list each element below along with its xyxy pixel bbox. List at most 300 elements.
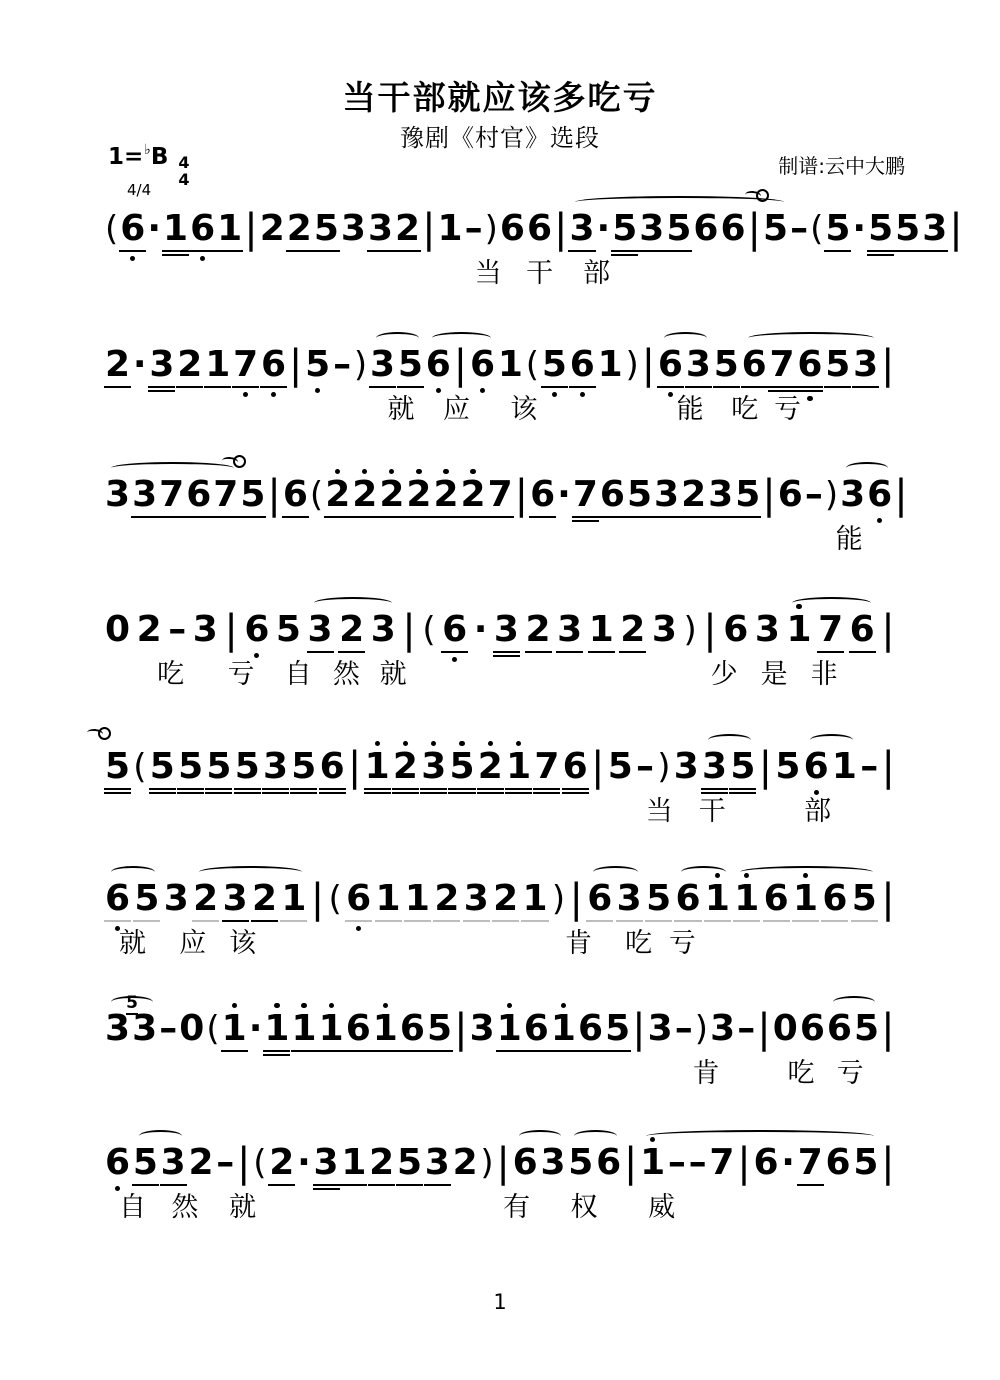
note: 7 (232, 346, 259, 384)
note: 6 (796, 346, 823, 384)
note: 5 (665, 210, 692, 248)
note: 2 (188, 1142, 214, 1183)
lyric-syllable: 该 (510, 394, 538, 425)
slur (810, 734, 853, 746)
augmentation-dot: · (147, 208, 162, 249)
duration-dash: – (667, 1142, 686, 1183)
duration-dash: – (860, 746, 879, 787)
note: 1 (280, 880, 307, 918)
slur (111, 462, 234, 474)
note: 2 (392, 748, 419, 786)
note: 6 (741, 346, 768, 384)
notation-row (104, 468, 908, 518)
lyric-syllable: 亏 (668, 928, 696, 959)
music-system (104, 1136, 896, 1223)
note: 5 (290, 748, 317, 786)
parenthesis: ( (328, 879, 342, 919)
music-system (104, 740, 896, 827)
note: 7 (817, 611, 844, 649)
note: 5 (133, 880, 160, 918)
lyric-syllable: 吃 (157, 659, 185, 690)
note: 5 (568, 1142, 594, 1183)
note: 2 (432, 476, 459, 514)
note: 2 (259, 208, 285, 249)
note: 6 (866, 476, 893, 514)
parenthesis: ( (309, 475, 324, 515)
duration-dash: – (159, 1008, 178, 1049)
duration-dash: – (804, 474, 823, 515)
barline: | (747, 206, 762, 252)
slur (432, 332, 491, 344)
slur (846, 462, 888, 474)
slur (748, 332, 874, 344)
slur (593, 866, 638, 878)
breath-mark (233, 455, 246, 468)
note: 5 (894, 210, 921, 248)
note: 6 (577, 1010, 604, 1048)
lyric-syllable: 是 (760, 659, 788, 690)
note: 3 (556, 611, 583, 649)
time-signature (178, 155, 189, 189)
duration-dash: – (168, 609, 187, 650)
note: 1 (404, 880, 431, 918)
note: 3 (313, 1144, 340, 1182)
note: 6 (185, 476, 212, 514)
note: 6 (723, 609, 749, 650)
slur (139, 1130, 182, 1142)
lyric-syllable: 吃 (625, 928, 653, 959)
lyric-syllable: 部 (804, 796, 832, 827)
note: 5 (867, 210, 894, 248)
note: 5 (304, 346, 331, 384)
augmentation-dot: · (132, 344, 147, 385)
lyrics-row (104, 918, 896, 959)
parenthesis: ( (422, 610, 436, 650)
duration-dash: – (737, 1008, 756, 1049)
parenthesis: ) (484, 209, 498, 249)
barline: | (632, 1006, 646, 1052)
note: 5 (205, 748, 232, 786)
note: 6 (777, 474, 803, 515)
meter-numerator: 4 (178, 153, 190, 172)
note: 5 (275, 609, 301, 650)
note: 2 (680, 476, 707, 514)
grace-note: 5 (126, 993, 138, 1013)
note: 1 (497, 344, 523, 385)
note: 2 (394, 210, 421, 248)
slur (664, 332, 707, 344)
note: 5 (541, 346, 568, 384)
note: 6 (657, 346, 684, 384)
augmentation-dot: · (852, 208, 867, 249)
note: 5 (132, 1144, 159, 1182)
note: 1 (263, 1010, 290, 1048)
note: 6 (693, 208, 719, 249)
duration-dash: – (464, 208, 483, 249)
lyric-syllable: 吃 (787, 1058, 815, 1089)
music-system (104, 468, 908, 555)
lyric-syllable: 亏 (836, 1058, 864, 1089)
barline: | (454, 1006, 468, 1052)
lyrics-row (104, 1182, 896, 1223)
barline: | (881, 744, 895, 790)
song-title: 当干部就应该多吃亏 (342, 78, 658, 117)
note: 2 (251, 880, 278, 918)
augmentation-dot: · (781, 1142, 795, 1183)
note: 6 (562, 748, 589, 786)
lyric-syllable: 然 (332, 659, 360, 690)
note: 3 (262, 748, 289, 786)
note: 5 (851, 880, 878, 918)
note: 2 (492, 880, 519, 918)
note: 7 (797, 1144, 824, 1182)
lyrics-row (104, 1048, 896, 1089)
tempo-marking: 4/4 (127, 181, 152, 199)
note: 6 (189, 210, 216, 248)
note: 1 (505, 748, 532, 786)
note: 3 (647, 1008, 673, 1049)
barline: | (554, 206, 568, 252)
note: 1 (550, 1010, 577, 1048)
note: 2 (268, 1144, 295, 1182)
notation-row (104, 993, 896, 1052)
music-system (104, 202, 963, 289)
note: 6 (104, 880, 131, 918)
barline: | (347, 744, 362, 790)
parenthesis: ( (206, 1009, 220, 1049)
note: 3 (616, 880, 643, 918)
note: 6 (803, 748, 830, 786)
note: 1 (437, 208, 463, 249)
barline: | (881, 342, 895, 388)
note: 3 (148, 346, 175, 384)
note: 6 (599, 476, 626, 514)
lyric-syllable: 少 (710, 659, 738, 690)
note: 6 (753, 1142, 779, 1183)
note: 7 (572, 476, 599, 514)
parenthesis: ( (525, 345, 540, 385)
note: 6 (441, 611, 468, 649)
note: 3 (653, 476, 680, 514)
notation-row (104, 603, 896, 653)
lyric-syllable: 肯 (564, 928, 592, 959)
note: 2 (286, 210, 313, 248)
note: 5 (104, 748, 131, 786)
parenthesis: ) (353, 345, 368, 385)
note: 5 (645, 880, 672, 918)
note: 1 (521, 880, 548, 918)
lyric-syllable: 就 (119, 928, 147, 959)
parenthesis: ) (480, 1143, 494, 1183)
note: 3 (685, 346, 712, 384)
lyric-syllable: 应 (442, 394, 470, 425)
lyric-syllable: 自 (119, 1192, 147, 1223)
note: 2 (176, 346, 203, 384)
note: 6 (523, 1010, 550, 1048)
note: 5 (713, 346, 740, 384)
lyric-syllable: 该 (229, 928, 257, 959)
note: 5 (611, 210, 638, 248)
note: 2 (460, 476, 487, 514)
key-prefix: 1= (108, 144, 144, 170)
note: 1 (372, 1010, 399, 1048)
barline: | (496, 1140, 510, 1186)
note: 2 (368, 1144, 395, 1182)
slur (376, 332, 419, 344)
note: 3 (307, 611, 334, 649)
note: 1 (792, 880, 819, 918)
barline: | (422, 206, 436, 252)
note: 6 (529, 476, 556, 514)
note: 7 (709, 1142, 735, 1183)
note: 2 (324, 476, 351, 514)
parenthesis: ) (625, 345, 639, 385)
note: 7 (533, 748, 560, 786)
augmentation-dot: · (596, 208, 611, 249)
note: 5 (763, 208, 789, 249)
note: 6 (720, 208, 746, 249)
note: 2 (433, 880, 460, 918)
note: 3 (160, 1144, 187, 1182)
note: 5 (149, 748, 176, 786)
note: 1 (785, 611, 812, 649)
note: 3 (192, 609, 218, 650)
note: 3 (673, 746, 699, 787)
note: 0 (772, 1008, 798, 1049)
note: 5 (626, 476, 653, 514)
music-system (104, 993, 896, 1089)
barline: | (949, 206, 963, 252)
augmentation-dot: · (473, 609, 488, 650)
note: 5 (734, 476, 761, 514)
lyric-syllable: 自 (284, 659, 312, 690)
lyric-syllable: 亏 (227, 659, 255, 690)
lyric-syllable: 就 (229, 1192, 257, 1223)
note: 7 (768, 346, 795, 384)
duration-dash: – (790, 208, 809, 249)
note: 2 (525, 611, 552, 649)
note: 1 (704, 880, 731, 918)
duration-dash: – (333, 344, 352, 385)
lyric-syllable: 能 (835, 524, 863, 555)
meter-denominator: 4 (178, 169, 190, 189)
lyric-syllable: 肯 (692, 1058, 720, 1089)
notation-row (104, 1136, 896, 1186)
barline: | (224, 607, 238, 653)
slur (681, 866, 726, 878)
note: 3 (105, 474, 131, 515)
note: 6 (282, 476, 309, 514)
note: 6 (849, 611, 876, 649)
note: 1 (162, 210, 189, 248)
note: 5 (396, 1144, 423, 1182)
lyric-syllable: 权 (570, 1192, 598, 1223)
note: 5 (729, 748, 756, 786)
lyric-syllable: 干 (526, 258, 554, 289)
note: 5 (313, 210, 340, 248)
note: 5 (426, 1010, 453, 1048)
note: 1 (364, 748, 391, 786)
lyric-syllable: 能 (676, 394, 704, 425)
note: 2 (338, 611, 365, 649)
barline: | (737, 1140, 751, 1186)
note: 6 (345, 880, 372, 918)
song-subtitle: 豫剧《村官》选段 (400, 124, 600, 152)
note: 6 (425, 346, 452, 384)
barline: | (894, 472, 908, 518)
note: 7 (212, 476, 239, 514)
slur (199, 866, 302, 878)
slur (111, 996, 153, 1008)
note: 3 (105, 1008, 131, 1049)
barline: | (762, 472, 776, 518)
notation-row (104, 740, 896, 790)
breath-mark (756, 189, 769, 202)
parenthesis: ( (133, 747, 147, 787)
note: 3 (921, 210, 948, 248)
barline: | (402, 607, 416, 653)
augmentation-dot: · (297, 1142, 311, 1183)
note: 3 (701, 748, 728, 786)
slur (519, 1130, 561, 1142)
note: 6 (825, 1142, 851, 1183)
note: 1 (597, 344, 623, 385)
key-letter: B (150, 144, 169, 170)
barline: | (881, 607, 895, 653)
note: 3 (340, 208, 366, 249)
note: 5 (448, 748, 475, 786)
page-number: 1 (493, 1290, 507, 1314)
note: 3 (131, 476, 158, 514)
parenthesis: ) (551, 879, 566, 919)
note: 6 (586, 880, 613, 918)
note: 3 (163, 878, 189, 919)
duration-dash: – (688, 1142, 707, 1183)
note: 2 (136, 609, 162, 650)
slur (111, 866, 155, 878)
parenthesis: ( (105, 209, 119, 249)
note: 5 (177, 748, 204, 786)
barline: | (514, 472, 529, 518)
note: 5 (234, 748, 261, 786)
lyric-syllable: 当 (645, 796, 673, 827)
note: 0 (179, 1008, 205, 1049)
note: 3 (369, 346, 396, 384)
note: 1 (496, 1010, 523, 1048)
parenthesis: ) (683, 610, 697, 650)
slur (314, 597, 392, 609)
note: 6 (512, 1142, 538, 1183)
note: 6 (499, 208, 525, 249)
note: 3 (370, 609, 396, 650)
breath-mark (98, 727, 111, 740)
arranger-credit: 制谱:云中大鹏 (778, 154, 905, 178)
notation-row (104, 202, 963, 252)
lyrics-row (104, 514, 896, 555)
note: 3 (424, 1144, 451, 1182)
note: 6 (596, 1142, 622, 1183)
lyric-syllable: 非 (810, 659, 838, 690)
note: 3 (651, 609, 677, 650)
lyric-syllable: 应 (179, 928, 207, 959)
barline: | (453, 342, 468, 388)
note: 6 (399, 1010, 426, 1048)
lyric-syllable: 吃 (731, 394, 759, 425)
note: 6 (826, 1008, 852, 1049)
note: 5 (239, 476, 266, 514)
note: 0 (105, 609, 131, 650)
note: 3 (367, 210, 394, 248)
lyric-syllable: 就 (379, 659, 407, 690)
lyric-syllable: 干 (698, 796, 726, 827)
notation-row (104, 338, 896, 388)
barline: | (569, 876, 583, 922)
notation-row (104, 872, 896, 922)
barline: | (244, 206, 258, 252)
note: 1 (340, 1144, 367, 1182)
music-system (104, 338, 896, 425)
note: 5 (397, 346, 424, 384)
note: 6 (469, 346, 496, 384)
lyric-syllable: 部 (583, 258, 611, 289)
note: 5 (607, 746, 633, 787)
parenthesis: ) (657, 747, 671, 787)
duration-dash: – (635, 746, 654, 787)
note: 7 (487, 476, 514, 514)
note: 3 (222, 880, 249, 918)
note: 3 5 (126, 993, 158, 1049)
note: 1 (375, 880, 402, 918)
note: 5 (853, 1142, 879, 1183)
note: 2 (192, 880, 219, 918)
barline: | (267, 472, 281, 518)
note: 3 (638, 210, 665, 248)
note: 1 (588, 611, 615, 649)
note: 6 (821, 880, 848, 918)
note: 6 (319, 748, 346, 786)
barline: | (703, 607, 717, 653)
note: 2 (104, 346, 131, 384)
note: 3 (852, 346, 879, 384)
note: 2 (477, 748, 504, 786)
slur (740, 866, 873, 878)
note: 3 (469, 1008, 495, 1049)
lyrics-row (104, 649, 896, 690)
note: 1 (639, 1144, 666, 1182)
note: 6 (260, 346, 287, 384)
slur (708, 734, 751, 746)
note: 6 (104, 1144, 131, 1182)
note: 5 (824, 346, 851, 384)
note: 3 (840, 474, 866, 515)
lyric-syllable: 就 (387, 394, 415, 425)
lyric-syllable: 当 (474, 258, 502, 289)
note: 3 (540, 1142, 566, 1183)
barline: | (288, 342, 303, 388)
barline: | (881, 1006, 895, 1052)
parenthesis: ) (824, 475, 839, 515)
parenthesis: ) (694, 1009, 709, 1049)
barline: | (881, 1140, 895, 1186)
note: 5 (824, 210, 851, 248)
barline: | (881, 876, 895, 922)
note: 1 (204, 346, 231, 384)
lyric-syllable: 有 (503, 1192, 531, 1223)
augmentation-dot: · (248, 1008, 263, 1049)
note: 1 (831, 746, 857, 787)
note: 6 (345, 1010, 372, 1048)
note: 3 (463, 880, 490, 918)
